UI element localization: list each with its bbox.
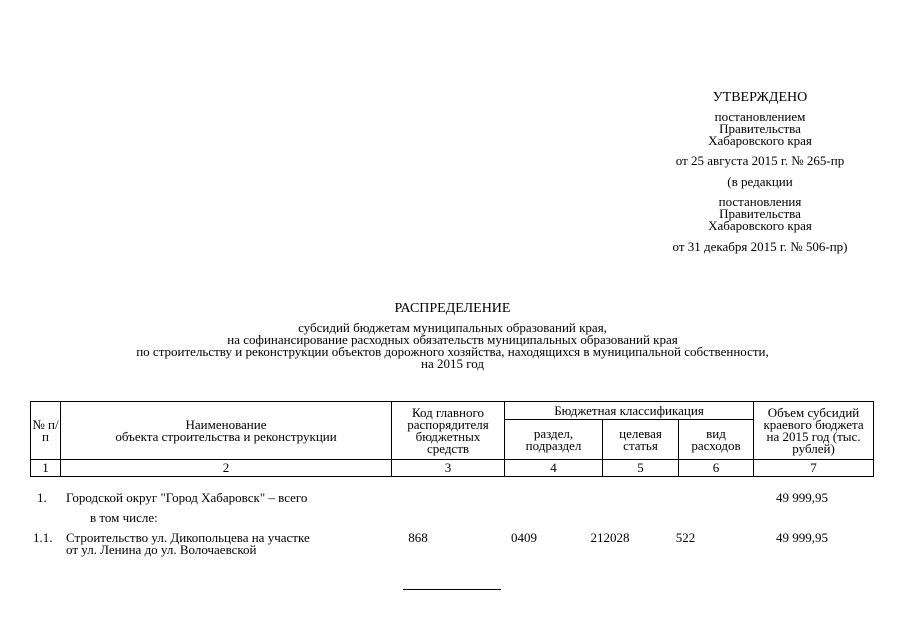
distribution-table-header <box>30 401 874 477</box>
title-line: субсидий бюджетам муниципальных образований края, <box>298 320 607 335</box>
header-kind: вид расходов <box>679 420 754 460</box>
column-number: 2 <box>61 460 392 477</box>
row-volume: 49 999,95 <box>776 530 828 545</box>
row-name: Городской округ "Город Хабаровск" – всего <box>66 490 308 505</box>
column-number: 6 <box>679 460 754 477</box>
header-name <box>61 402 392 460</box>
header-name-line: объекта строительства и реконструкции <box>115 428 337 444</box>
row-name: Строительство ул. Дикопольцева на участке <box>66 530 310 545</box>
column-number: 1 <box>31 460 61 477</box>
row-name: от ул. Ленина до ул. Волочаевской <box>66 542 257 557</box>
row-name: в том числе: <box>90 510 158 525</box>
title-line: на 2015 год <box>421 356 484 371</box>
document-title: РАСПРЕДЕЛЕНИЕ <box>394 301 511 316</box>
approval-line: Хабаровского края <box>708 218 812 233</box>
header-num: № п/п <box>31 402 61 460</box>
end-divider <box>403 589 501 590</box>
title-line: по строительству и реконструкции объектов дорожного хозяйства, находящихся в муниципальной собственности, <box>136 344 769 359</box>
row-num: 1. <box>37 490 47 505</box>
header-name-line: Наименование <box>185 416 267 432</box>
approval-line: от 25 августа 2015 г. № 265-пр <box>675 153 845 168</box>
column-number: 7 <box>754 460 874 477</box>
header-code: Код главного распорядителя бюджетных средств <box>392 402 505 460</box>
row-target: 212028 <box>590 530 630 545</box>
approval-heading: УТВЕРЖДЕНО <box>712 90 808 105</box>
approval-line: от 31 декабря 2015 г. № 506-пр) <box>672 239 848 254</box>
approval-line: постановлением <box>714 109 806 124</box>
approval-line: Хабаровского края <box>708 133 812 148</box>
column-number: 5 <box>603 460 679 477</box>
title-line: на софинансирование расходных обязательств муниципальных образований края <box>227 332 678 347</box>
header-volume: Объем субсидий краевого бюджета на 2015 год (тыс. рублей) <box>754 402 874 460</box>
row-code: 868 <box>408 530 428 545</box>
approval-line: Правительства <box>719 121 801 136</box>
row-section: 0409 <box>511 530 537 545</box>
approval-line: (в редакции <box>727 174 793 189</box>
approval-line: постановления <box>718 194 802 209</box>
approval-line: Правительства <box>719 206 801 221</box>
header-target: целевая статья <box>603 420 679 460</box>
header-budget-classification: Бюджетная классификация <box>505 402 754 420</box>
row-num: 1.1. <box>33 530 53 545</box>
column-number: 3 <box>392 460 505 477</box>
header-section: раздел, подраздел <box>505 420 603 460</box>
row-volume: 49 999,95 <box>776 490 828 505</box>
column-number: 4 <box>505 460 603 477</box>
row-kind: 522 <box>675 530 696 545</box>
